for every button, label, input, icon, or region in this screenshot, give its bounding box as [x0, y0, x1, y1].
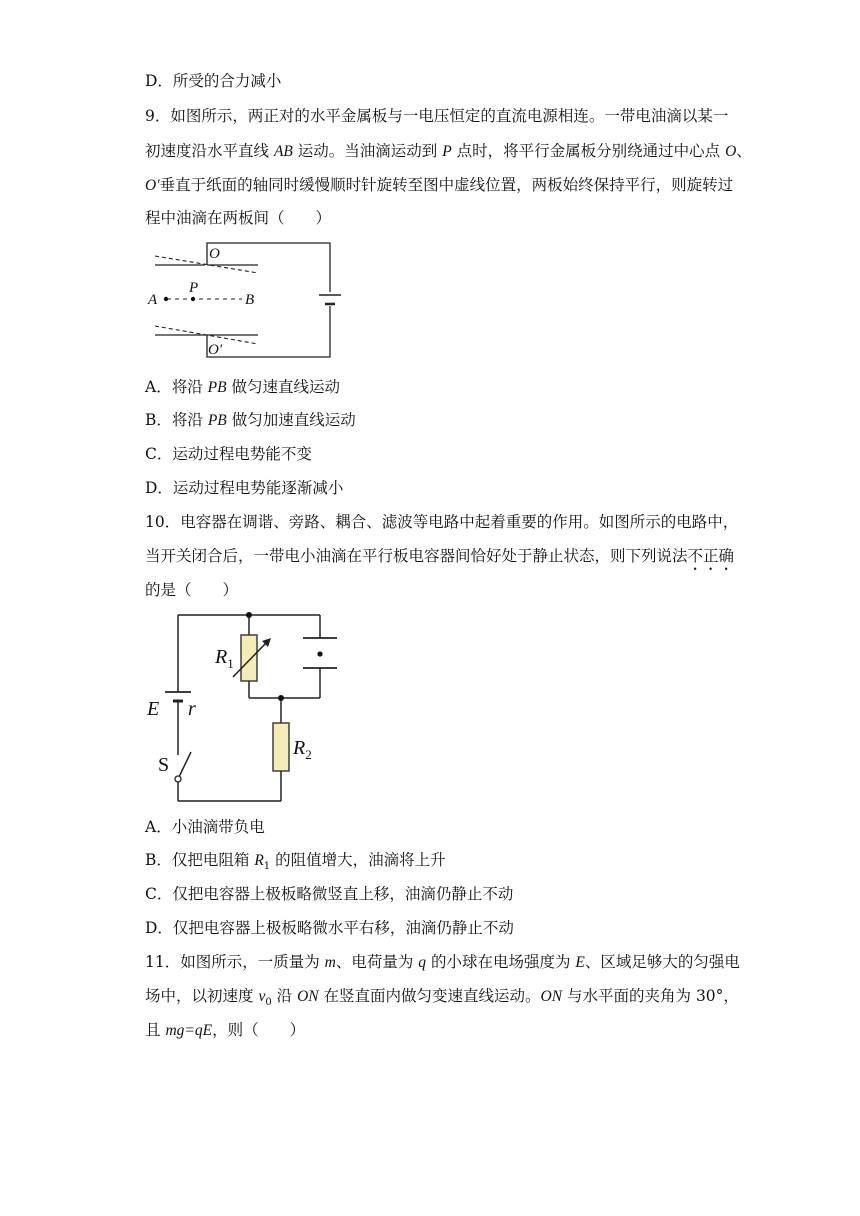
switch-lever: [178, 752, 191, 779]
q9-text: 初速度沿水平直线: [145, 142, 274, 160]
q10-emphasis: 不正确: [687, 547, 735, 565]
q9-text: 做匀速直线运动: [226, 378, 340, 396]
q11-stem-line-1: [145, 952, 740, 973]
label-p: P: [189, 280, 199, 296]
q9-var-ab: AB: [273, 143, 293, 160]
q9-text: B．将沿: [145, 411, 208, 429]
label-e: E: [147, 698, 160, 720]
q11-var-on: ON: [540, 988, 563, 1005]
q10-option-b: [145, 850, 446, 877]
q11-var-e: E: [575, 954, 585, 971]
q11-text: 沿: [271, 987, 298, 1005]
q9-text: 做匀加速直线运动: [226, 411, 356, 429]
q9-option-d: D．运动过程电势能逐渐减小: [145, 479, 344, 497]
q9-text: 点时，将平行金属板分别绕通过中心点: [451, 142, 726, 160]
q9-stem-line-1: 9．如图所示，两正对的水平金属板与一电压恒定的直流电源相连。一带电油滴以某一: [145, 107, 729, 125]
label-o-prime: O′: [208, 342, 223, 358]
q10-text: 当开关闭合后，一带电小油滴在平行板电容器间恰好处于静止状态，则下列说法: [145, 547, 688, 565]
q11-var-q: q: [418, 954, 427, 971]
label-r: r: [188, 698, 196, 720]
q11-var-m: m: [324, 954, 336, 971]
q9-var-p: P: [442, 143, 452, 160]
q11-stem-line-2: [145, 986, 739, 1013]
q10-option-a: A．小油滴带负电: [145, 818, 265, 836]
label-a: A: [148, 292, 158, 308]
q11-text: 在竖直面内做匀变速直线运动。: [318, 987, 541, 1005]
label-r1: $R_1$: [215, 646, 234, 671]
q10-text: B．仅把电阻箱: [145, 851, 255, 869]
q11-var-on: ON: [297, 988, 319, 1005]
q11-text: 且: [145, 1021, 166, 1039]
q10-stem-line-3: 的是（ ）: [145, 581, 239, 599]
q11-text: 与水平面的夹角为 30°，: [562, 987, 739, 1005]
q10-option-c: C．仅把电容器上极板略微竖直上移，油滴仍静止不动: [145, 885, 514, 903]
q9-var-o-prime: O′: [145, 177, 160, 194]
label-s: S: [158, 754, 170, 776]
q10-figure-circuit: [145, 605, 345, 805]
q9-text: A．将沿: [145, 378, 208, 396]
switch-contact: [175, 776, 181, 782]
q10-text: 的阻值增大，油滴将上升: [270, 851, 446, 869]
q10-var-r: R: [254, 852, 264, 869]
q9-stem-line-4: 程中油滴在两板间（ ）: [145, 209, 332, 227]
q10-subscript: 1: [263, 861, 271, 873]
q11-text: ，则（ ）: [212, 1021, 306, 1039]
q9-option-b: [145, 410, 356, 431]
q9-text: 运动。当油滴运动到: [292, 142, 443, 160]
q11-text: 11．如图所示，一质量为: [145, 953, 325, 971]
resistor-r2: [273, 723, 289, 771]
q11-text: 、电荷量为: [335, 953, 419, 971]
q9-stem-line-2: [145, 141, 752, 162]
point-p-dot: [191, 297, 195, 301]
q9-var-o: O: [725, 143, 737, 160]
q9-option-a: [145, 377, 340, 398]
q10-stem-line-1: 10．电容器在调谐、旁路、耦合、滤波等电路中起着重要的作用。如图所示的电路中，: [145, 513, 739, 531]
q9-text: 、: [736, 142, 752, 160]
q11-equation: mg=qE: [165, 1022, 213, 1039]
q11-text: 、区域足够大的匀强电: [584, 953, 740, 971]
resistor-r1: [241, 635, 257, 681]
q9-var-pb: PB: [207, 379, 227, 396]
q9-option-c: C．运动过程电势能不变: [145, 445, 312, 463]
q10-option-d: D．仅把电容器上极板略微水平右移，油滴仍静止不动: [145, 919, 514, 937]
q9-stem-line-3: [145, 175, 733, 196]
q9-var-pb: PB: [207, 412, 227, 429]
point-a-dot: [164, 297, 168, 301]
label-r2: $R_2$: [293, 737, 312, 762]
q9-text: 垂直于纸面的轴同时缓慢顺时针旋转至图中虚线位置，两板始终保持平行，则旋转过: [159, 176, 734, 194]
label-b: B: [245, 292, 255, 308]
q10-stem-line-2: [145, 546, 734, 574]
q9-figure-plates: [145, 240, 345, 365]
q11-text: 场中，以初速度: [145, 987, 259, 1005]
label-o: O: [209, 246, 220, 262]
oil-drop: [317, 651, 322, 656]
q11-subscript: 0: [265, 997, 272, 1009]
q11-var-v: v: [258, 988, 266, 1005]
q8-option-d: D．所受的合力减小: [145, 72, 282, 90]
q11-stem-line-3: [145, 1020, 305, 1041]
q11-text: 的小球在电场强度为: [426, 953, 576, 971]
